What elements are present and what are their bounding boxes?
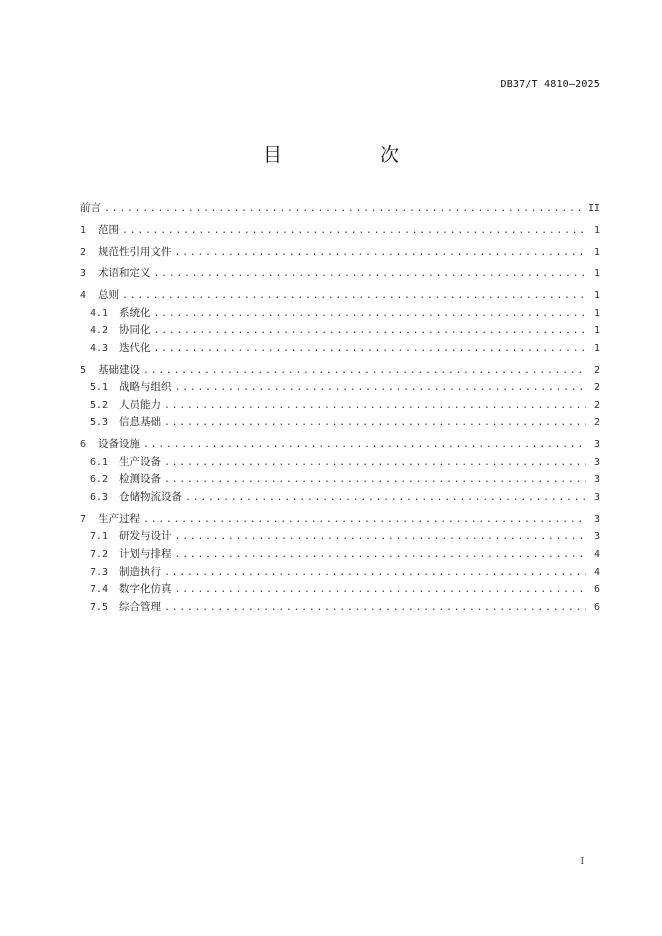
- toc-entry-label: 规范性引用文件: [98, 245, 172, 258]
- toc-entry[interactable]: [80, 362, 600, 380]
- toc-entry-page: 3: [593, 492, 600, 504]
- toc-entry-number: 6.1: [90, 456, 109, 468]
- page-number: I: [580, 857, 584, 867]
- document-code: DB37/T 4810—2025: [500, 79, 600, 90]
- toc-entry[interactable]: [80, 599, 600, 617]
- toc-entry-number: 4.3: [90, 342, 109, 354]
- toc-entry-number: 6.3: [90, 492, 109, 504]
- toc-entry-label: 范围: [98, 223, 119, 236]
- toc-entry-page: 1: [593, 325, 600, 337]
- toc-entry[interactable]: [80, 379, 600, 397]
- toc-leader-dots: [122, 287, 586, 305]
- toc-entry-label: 计划与排程: [119, 548, 172, 560]
- toc-entry-label: 综合管理: [119, 600, 161, 613]
- toc-entry-page: 3: [593, 439, 600, 451]
- toc-leader-dots: [154, 265, 587, 283]
- toc-entry-number: 5.3: [90, 417, 109, 429]
- toc-entry-label: 术语和定义: [98, 267, 151, 280]
- toc-leader-dots: [175, 546, 587, 564]
- toc-entry-number: 4.1: [90, 307, 109, 319]
- toc-leader-dots: [164, 397, 586, 415]
- toc-leader-dots: [175, 244, 587, 262]
- toc-leader-dots: [185, 489, 586, 507]
- toc-leader-dots: [104, 200, 582, 218]
- toc-entry-number: 5.1: [90, 382, 109, 394]
- toc-entry[interactable]: [80, 546, 600, 564]
- toc-entry-number: 5: [80, 364, 87, 376]
- toc-leader-dots: [164, 599, 586, 617]
- toc-entry-label: 生产过程: [98, 512, 140, 525]
- toc-entry-number: 7.1: [90, 531, 109, 543]
- toc-entry-number: 7.5: [90, 601, 109, 613]
- toc-entry[interactable]: [80, 436, 600, 454]
- toc-entry-number: 1: [80, 224, 87, 236]
- toc-entry-label: 基础建设: [98, 363, 140, 376]
- toc-entry[interactable]: [80, 322, 600, 340]
- toc-entry-page: 6: [593, 601, 600, 613]
- toc-entry-number: 3: [80, 268, 87, 280]
- toc-entry[interactable]: [80, 244, 600, 262]
- page-title: 目 次: [262, 144, 446, 166]
- toc-entry-label: 信息基础: [119, 416, 161, 429]
- toc-entry-label: 研发与设计: [119, 530, 172, 543]
- toc-leader-dots: [164, 454, 586, 472]
- toc-entry-page: 1: [593, 268, 600, 280]
- toc-entry[interactable]: [80, 287, 600, 305]
- toc-entry-page: 3: [593, 513, 600, 525]
- toc-entry[interactable]: [80, 340, 600, 358]
- toc-leader-dots: [154, 305, 587, 323]
- toc-entry-label: 系统化: [119, 306, 151, 319]
- toc-entry-page: 3: [593, 531, 600, 543]
- toc-leader-dots: [175, 528, 587, 546]
- toc-entry-page: 2: [593, 399, 600, 411]
- toc-entry-page: 4: [593, 566, 600, 578]
- toc-entry-page: 4: [593, 549, 600, 560]
- toc-entry-page: 1: [593, 307, 600, 319]
- toc-entry[interactable]: [80, 200, 600, 218]
- toc-entry[interactable]: [80, 489, 600, 507]
- toc-entry-label: 协同化: [119, 324, 151, 337]
- toc-entry-page: 2: [593, 417, 600, 429]
- toc-entry-page: 2: [593, 364, 600, 376]
- toc-entry-label: 总则: [98, 289, 119, 302]
- toc-leader-dots: [154, 322, 587, 340]
- toc-entry-number: 6.2: [90, 474, 109, 486]
- toc-entry-label: 生产设备: [119, 455, 161, 468]
- toc-entry[interactable]: [80, 414, 600, 432]
- toc-entry-page: 1: [593, 224, 600, 236]
- toc-entry[interactable]: [80, 564, 600, 582]
- toc-entry-number: 7: [80, 513, 87, 525]
- toc-entry-page: 3: [593, 474, 600, 486]
- toc-entry-page: 6: [593, 584, 600, 596]
- toc-entry-page: 1: [593, 342, 600, 354]
- toc-leader-dots: [122, 222, 586, 240]
- toc-leader-dots: [175, 379, 587, 397]
- toc-entry-page: 1: [593, 290, 600, 302]
- toc-entry-page: II: [587, 203, 600, 214]
- toc-entry-number: 7.2: [90, 549, 109, 560]
- toc-entry-label: 数字化仿真: [119, 583, 172, 596]
- toc-leader-dots: [164, 414, 586, 432]
- toc-leader-dots: [175, 581, 587, 599]
- toc-entry[interactable]: [80, 471, 600, 489]
- toc-entry-number: 4.2: [90, 325, 109, 337]
- toc-leader-dots: [164, 564, 586, 582]
- toc-entry[interactable]: [80, 265, 600, 283]
- toc-entry-number: 6: [80, 439, 87, 451]
- toc-entry[interactable]: [80, 528, 600, 546]
- toc-entry[interactable]: [80, 222, 600, 240]
- toc-leader-dots: [154, 340, 587, 358]
- toc-entry-number: 5.2: [90, 399, 109, 411]
- toc-leader-dots: [143, 511, 586, 529]
- toc-entry[interactable]: [80, 581, 600, 599]
- toc-entry-number: 7.4: [90, 584, 109, 596]
- table-of-contents: [80, 200, 600, 616]
- toc-entry-label: 人员能力: [119, 398, 161, 411]
- toc-entry-number: 4: [80, 290, 87, 302]
- toc-entry-page: 2: [593, 382, 600, 394]
- toc-entry-number: 7.3: [90, 566, 109, 578]
- toc-entry[interactable]: [80, 454, 600, 472]
- toc-entry-label: 仓储物流设备: [119, 491, 182, 504]
- toc-entry-label: 战略与组织: [119, 381, 172, 394]
- toc-entry-page: 1: [593, 246, 600, 258]
- toc-entry[interactable]: [80, 305, 600, 323]
- toc-entry[interactable]: [80, 511, 600, 529]
- toc-entry-label: 制造执行: [119, 565, 161, 578]
- toc-entry-label: 前言: [80, 202, 101, 214]
- toc-entry[interactable]: [80, 397, 600, 415]
- toc-entry-number: 2: [80, 246, 87, 258]
- toc-leader-dots: [143, 436, 586, 454]
- toc-entry-page: 3: [593, 456, 600, 468]
- toc-entry-label: 检测设备: [119, 473, 161, 486]
- toc-leader-dots: [164, 471, 586, 489]
- toc-entry-label: 设备设施: [98, 438, 140, 451]
- toc-leader-dots: [143, 362, 586, 380]
- toc-entry-label: 迭代化: [119, 341, 151, 354]
